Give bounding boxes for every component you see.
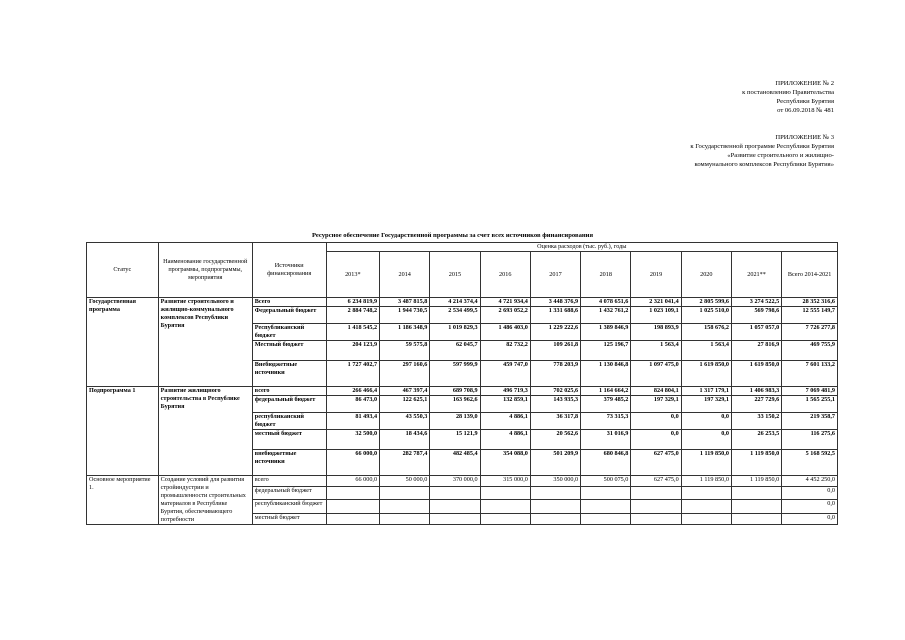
- value-cell: [380, 500, 430, 513]
- value-cell: 6 234 819,9: [326, 298, 379, 307]
- value-cell: 1 019 829,3: [430, 324, 480, 341]
- value-cell: 122 625,1: [380, 396, 430, 413]
- value-cell: 66 000,0: [326, 476, 379, 487]
- value-cell: 297 160,6: [380, 361, 430, 387]
- value-cell: 1 406 983,3: [731, 387, 781, 396]
- value-cell: 7 069 481,9: [782, 387, 838, 396]
- row-source: всего: [252, 476, 326, 487]
- value-cell: 4 886,1: [480, 430, 530, 450]
- value-cell: 125 196,7: [581, 341, 631, 361]
- value-cell: 1 023 109,1: [631, 307, 681, 324]
- value-cell: 0,0: [782, 500, 838, 513]
- value-cell: 1 025 510,0: [681, 307, 731, 324]
- value-cell: [430, 487, 480, 500]
- appendix-3-line-4: коммунального комплексов Республики Бурятия»: [694, 161, 834, 168]
- appendix-3-block: [690, 133, 834, 169]
- value-cell: 7 601 133,2: [782, 361, 838, 387]
- value-cell: 163 962,6: [430, 396, 480, 413]
- value-cell: [530, 487, 580, 500]
- header-year: 2017: [530, 252, 580, 298]
- value-cell: 132 859,1: [480, 396, 530, 413]
- value-cell: [581, 500, 631, 513]
- value-cell: 32 500,0: [326, 430, 379, 450]
- table-row: [87, 298, 838, 307]
- value-cell: 0,0: [681, 413, 731, 430]
- value-cell: 2 321 041,4: [631, 298, 681, 307]
- row-source: Федеральный бюджет: [252, 307, 326, 324]
- value-cell: 1 229 222,6: [530, 324, 580, 341]
- value-cell: 219 358,7: [782, 413, 838, 430]
- value-cell: [430, 513, 480, 524]
- value-cell: 4 886,1: [480, 413, 530, 430]
- header-sources: Источники финансирования: [252, 243, 326, 298]
- value-cell: 354 088,0: [480, 450, 530, 476]
- row-source: республиканский бюджет: [252, 500, 326, 513]
- value-cell: 158 676,2: [681, 324, 731, 341]
- value-cell: [731, 513, 781, 524]
- row-source: внебюджетные источники: [252, 450, 326, 476]
- value-cell: 1 331 688,6: [530, 307, 580, 324]
- value-cell: 597 999,9: [430, 361, 480, 387]
- value-cell: [326, 513, 379, 524]
- row-source: Местный бюджет: [252, 341, 326, 361]
- value-cell: [326, 500, 379, 513]
- value-cell: 2 693 052,2: [480, 307, 530, 324]
- table-title: Ресурсное обеспечение Государственной программы за счет всех источников финансирования: [311, 232, 594, 239]
- row-source: всего: [252, 387, 326, 396]
- value-cell: 266 466,4: [326, 387, 379, 396]
- value-cell: 73 315,3: [581, 413, 631, 430]
- appendix-2-line-1: ПРИЛОЖЕНИЕ № 2: [775, 80, 834, 87]
- row-name: Развитие строительного и жилищно-коммунального комплексов Республики Бурятия: [158, 298, 252, 387]
- value-cell: 1 097 475,0: [631, 361, 681, 387]
- value-cell: [681, 487, 731, 500]
- value-cell: 2 805 599,6: [681, 298, 731, 307]
- appendix-3-line-2: к Государственной программе Республики Бурятия: [690, 143, 834, 150]
- value-cell: [380, 513, 430, 524]
- value-cell: 227 729,6: [731, 396, 781, 413]
- value-cell: 3 274 522,5: [731, 298, 781, 307]
- value-cell: 1 563,4: [681, 341, 731, 361]
- row-source: местный бюджет: [252, 430, 326, 450]
- value-cell: 198 893,9: [631, 324, 681, 341]
- value-cell: 1 164 664,2: [581, 387, 631, 396]
- value-cell: 627 475,0: [631, 450, 681, 476]
- value-cell: 496 719,3: [480, 387, 530, 396]
- header-year: 2018: [581, 252, 631, 298]
- header-year: 2014: [380, 252, 430, 298]
- value-cell: [380, 487, 430, 500]
- value-cell: 379 485,2: [581, 396, 631, 413]
- header-year: Всего 2014-2021: [782, 252, 838, 298]
- value-cell: 1 727 402,7: [326, 361, 379, 387]
- value-cell: [530, 500, 580, 513]
- value-cell: 1 119 850,0: [731, 450, 781, 476]
- value-cell: 1 418 545,2: [326, 324, 379, 341]
- header-year: 2020: [681, 252, 731, 298]
- table-row: [87, 387, 838, 396]
- value-cell: 1 057 057,0: [731, 324, 781, 341]
- value-cell: 482 485,4: [430, 450, 480, 476]
- value-cell: [581, 487, 631, 500]
- value-cell: 204 123,9: [326, 341, 379, 361]
- value-cell: 20 562,6: [530, 430, 580, 450]
- value-cell: 1 619 850,0: [681, 361, 731, 387]
- value-cell: 0,0: [782, 487, 838, 500]
- value-cell: 469 755,9: [782, 341, 838, 361]
- value-cell: 569 798,6: [731, 307, 781, 324]
- value-cell: 1 486 403,0: [480, 324, 530, 341]
- value-cell: 4 078 651,6: [581, 298, 631, 307]
- value-cell: 4 721 934,4: [480, 298, 530, 307]
- value-cell: 2 884 748,2: [326, 307, 379, 324]
- value-cell: 3 448 376,9: [530, 298, 580, 307]
- value-cell: 1 389 846,9: [581, 324, 631, 341]
- value-cell: 1 317 179,1: [681, 387, 731, 396]
- value-cell: 143 935,3: [530, 396, 580, 413]
- value-cell: [731, 487, 781, 500]
- value-cell: 81 493,4: [326, 413, 379, 430]
- value-cell: 66 000,0: [326, 450, 379, 476]
- value-cell: 15 121,9: [430, 430, 480, 450]
- header-year: 2016: [480, 252, 530, 298]
- table-row: [87, 476, 838, 487]
- value-cell: 282 787,4: [380, 450, 430, 476]
- value-cell: 1 944 730,5: [380, 307, 430, 324]
- value-cell: 1 186 348,9: [380, 324, 430, 341]
- header-name: Наименование государственной программы, подпрограммы, мероприятия: [158, 243, 252, 298]
- row-name: Создание условий для развития стройиндустрии и промышленности строительных материалов в Республике Бурятия, обеспечивающего потребности: [158, 476, 252, 525]
- value-cell: [480, 500, 530, 513]
- appendix-2-line-3: Республики Бурятия: [776, 98, 834, 105]
- value-cell: 0,0: [631, 413, 681, 430]
- value-cell: 0,0: [782, 513, 838, 524]
- value-cell: 43 550,3: [380, 413, 430, 430]
- value-cell: 467 397,4: [380, 387, 430, 396]
- header-year: 2019: [631, 252, 681, 298]
- value-cell: 689 708,9: [430, 387, 480, 396]
- header-year: 2021**: [731, 252, 781, 298]
- value-cell: [326, 487, 379, 500]
- header-status: Статус: [87, 243, 159, 298]
- value-cell: 86 473,0: [326, 396, 379, 413]
- value-cell: 116 275,6: [782, 430, 838, 450]
- value-cell: 18 434,6: [380, 430, 430, 450]
- value-cell: 7 726 277,8: [782, 324, 838, 341]
- value-cell: 370 000,0: [430, 476, 480, 487]
- value-cell: 1 119 850,0: [681, 476, 731, 487]
- value-cell: 33 150,2: [731, 413, 781, 430]
- value-cell: 501 209,9: [530, 450, 580, 476]
- value-cell: 459 747,0: [480, 361, 530, 387]
- row-status: Основное мероприятие 1.: [87, 476, 159, 525]
- value-cell: 1 130 846,8: [581, 361, 631, 387]
- value-cell: 2 534 499,5: [430, 307, 480, 324]
- value-cell: 27 816,9: [731, 341, 781, 361]
- row-source: местный бюджет: [252, 513, 326, 524]
- value-cell: 62 045,7: [430, 341, 480, 361]
- value-cell: 197 329,1: [631, 396, 681, 413]
- value-cell: 1 119 850,0: [681, 450, 731, 476]
- value-cell: 28 352 316,6: [782, 298, 838, 307]
- value-cell: 26 253,5: [731, 430, 781, 450]
- row-status: Государственная программа: [87, 298, 159, 387]
- header-year: 2013*: [326, 252, 379, 298]
- value-cell: 197 329,1: [681, 396, 731, 413]
- row-name: Развитие жилищного строительства в Республике Бурятия: [158, 387, 252, 476]
- value-cell: 1 119 850,0: [731, 476, 781, 487]
- appendix-3-line-1: ПРИЛОЖЕНИЕ № 3: [775, 134, 834, 141]
- row-source: Внебюджетные источники: [252, 361, 326, 387]
- value-cell: 82 732,2: [480, 341, 530, 361]
- value-cell: 0,0: [631, 430, 681, 450]
- value-cell: 627 475,0: [631, 476, 681, 487]
- value-cell: 109 261,8: [530, 341, 580, 361]
- value-cell: 1 563,4: [631, 341, 681, 361]
- value-cell: 500 075,0: [581, 476, 631, 487]
- row-source: республиканский бюджет: [252, 413, 326, 430]
- value-cell: 0,0: [681, 430, 731, 450]
- header-estimate: Оценка расходов (тыс. руб.), годы: [326, 243, 837, 252]
- value-cell: 31 016,9: [581, 430, 631, 450]
- value-cell: 1 432 761,2: [581, 307, 631, 324]
- value-cell: 12 555 149,7: [782, 307, 838, 324]
- value-cell: 1 565 255,1: [782, 396, 838, 413]
- value-cell: 778 203,9: [530, 361, 580, 387]
- value-cell: 4 214 374,4: [430, 298, 480, 307]
- value-cell: [631, 487, 681, 500]
- value-cell: [731, 500, 781, 513]
- value-cell: 59 575,8: [380, 341, 430, 361]
- row-source: федеральный бюджет: [252, 487, 326, 500]
- value-cell: 1 619 850,0: [731, 361, 781, 387]
- value-cell: 350 000,0: [530, 476, 580, 487]
- header-year: 2015: [430, 252, 480, 298]
- value-cell: 315 000,0: [480, 476, 530, 487]
- appendix-2-line-4: от 06.09.2018 № 481: [777, 107, 834, 114]
- value-cell: 824 804,1: [631, 387, 681, 396]
- value-cell: 4 452 250,0: [782, 476, 838, 487]
- appendix-2-block: [742, 79, 834, 115]
- value-cell: 5 168 592,5: [782, 450, 838, 476]
- row-source: Республиканский бюджет: [252, 324, 326, 341]
- value-cell: 28 139,0: [430, 413, 480, 430]
- value-cell: [480, 513, 530, 524]
- row-source: Всего: [252, 298, 326, 307]
- value-cell: [681, 513, 731, 524]
- value-cell: 50 000,0: [380, 476, 430, 487]
- value-cell: [631, 500, 681, 513]
- value-cell: [581, 513, 631, 524]
- value-cell: 702 025,6: [530, 387, 580, 396]
- value-cell: [430, 500, 480, 513]
- resource-table: [86, 242, 838, 525]
- value-cell: [530, 513, 580, 524]
- row-source: федеральный бюджет: [252, 396, 326, 413]
- value-cell: 3 487 815,8: [380, 298, 430, 307]
- value-cell: [480, 487, 530, 500]
- appendix-2-line-2: к постановлению Правительства: [742, 89, 834, 96]
- value-cell: 680 846,8: [581, 450, 631, 476]
- value-cell: [631, 513, 681, 524]
- appendix-3-line-3: «Развитие строительного и жилищно-: [727, 152, 834, 159]
- row-status: Подпрограмма 1: [87, 387, 159, 476]
- value-cell: 36 317,8: [530, 413, 580, 430]
- value-cell: [681, 500, 731, 513]
